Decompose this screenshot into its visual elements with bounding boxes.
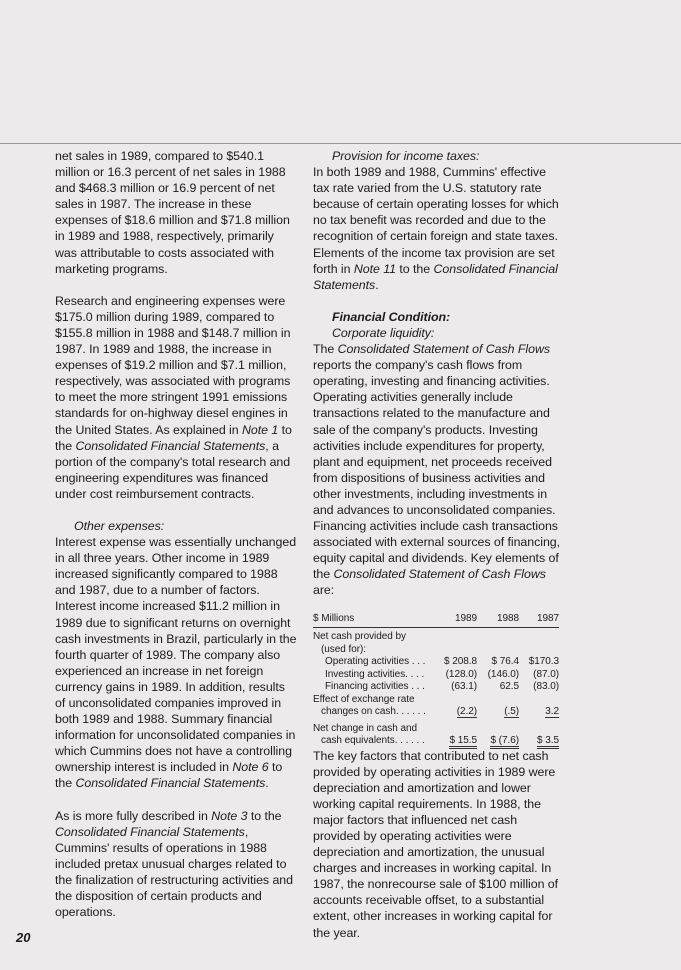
statement-reference: Consolidated Financial Statements xyxy=(75,438,266,453)
row-label: Net change in cash and xyxy=(313,722,417,734)
cell-1988: (.5) xyxy=(504,706,519,718)
paragraph-key-factors: The key factors that contributed to net cash provided by operating activities in 1989 were depreciation and amortization and lower working capital requirements. In 1988, the major factors that influenced net cash provided by operating activities were depreciation and amortization, the unusual charges and increases in working capital. In 1987, the nonrecourse sale of $100 million of accounts receivable offset, to a substantial extent, other increases in working capital for the year. xyxy=(313,748,559,940)
statement-reference: Consolidated Statement of Cash Flows xyxy=(333,567,546,582)
heading-corporate-liquidity: Corporate liquidity: xyxy=(332,325,435,340)
heading-financial-condition: Financial Condition: xyxy=(332,309,451,324)
heading-income-taxes: Provision for income taxes: xyxy=(332,149,480,163)
cell-1988: (146.0) xyxy=(487,668,519,680)
table-row xyxy=(313,669,559,682)
paragraph-unusual-charges: As is more fully described in Note 3 to the Consolidated Financial Statements, Cummins' results of operations in 1988 included pretax unusual charges related to the finalization of restructuring activities and the disposition of certain products and operations. xyxy=(55,808,293,920)
statement-reference: Consolidated Financial Statements xyxy=(55,824,245,839)
row-label: Investing activities. . . . xyxy=(325,668,425,680)
statement-reference: Consolidated Statement of Cash Flows xyxy=(337,342,550,357)
paragraph-other-expenses: Interest expense was essentially unchanged in all three years. Other income in 1989 increased significantly compared to 1988 and 1987, due to a number of factors. Interest income increased $11.2 million in 1989 due to significant returns on overnight cash investments in Brazil, particularly in the fourth quarter of 1989. The company also experienced an increase in net foreign currency gains in 1989. In addition, results of unconsolidated companies improved in both 1989 and 1988. Summary financial information for unconsolidated companies in which Cummins does not have a controlling ownership interest is included in Note 6 to the Consolidated Financial Statements. xyxy=(55,535,297,791)
table-row xyxy=(313,656,559,669)
note-reference: Note 11 xyxy=(353,261,397,276)
right-column xyxy=(313,148,561,957)
statement-reference: Consolidated Financial Statements xyxy=(75,776,266,791)
heading-other-expenses: Other expenses: xyxy=(74,518,165,533)
row-label: cash equivalents. . . . . . xyxy=(321,735,425,747)
column-header-units: $ Millions xyxy=(313,613,433,628)
note-reference: Note 3 xyxy=(211,808,248,823)
cell-1989: (63.1) xyxy=(451,681,477,693)
table-row xyxy=(313,735,559,748)
row-label: (used for): xyxy=(321,643,367,655)
left-column xyxy=(55,148,297,936)
column-header-1988: 1988 xyxy=(477,613,519,628)
paragraph-income-taxes: In both 1989 and 1988, Cummins' effective tax rate varied from the U.S. statutory rate because of certain operating losses for which no tax benefit was recorded and due to the recognition of certain foreign and state taxes. Elements of the income tax provision are set forth in Note 11 to the Consolidated Financial Statements. xyxy=(313,165,559,292)
note-reference: Note 1 xyxy=(241,422,279,437)
table-row xyxy=(313,681,559,694)
table-row xyxy=(313,723,559,736)
row-label: Effect of exchange rate xyxy=(313,693,415,705)
table-row xyxy=(313,694,559,707)
paragraph-research: Research and engineering expenses were $175.0 million during 1989, compared to $155.8 million in 1988 and $148.7 million in 1987. In 1989 and 1988, the increase in expenses of $19.2 million and $7.1 million, respectively, was associated with programs to meet the more stringent 1991 emissions standards for on-highway diesel engines in the United States. As explained in Note 1 to the Consolidated Financial Statements, a portion of the company's total research and engineering expenditures was financed under cost reimbursement contracts. xyxy=(55,293,292,501)
cell-1987: (87.0) xyxy=(533,668,559,680)
top-rule xyxy=(0,143,681,144)
row-label: Operating activities . . . xyxy=(325,656,426,668)
table-row xyxy=(313,644,559,657)
cell-1988: $ (7.6) xyxy=(490,735,519,749)
cell-1987: (83.0) xyxy=(533,681,559,693)
column-header-1989: 1989 xyxy=(433,613,477,628)
cell-1989: $ 15.5 xyxy=(449,735,477,749)
table-row xyxy=(313,628,559,644)
row-label: changes on cash. . . . . . xyxy=(321,706,426,718)
cell-1989: $ 208.8 xyxy=(443,656,477,668)
cell-1989: (128.0) xyxy=(445,668,477,680)
page-number: 20 xyxy=(16,930,31,945)
row-label: Net cash provided by xyxy=(313,631,406,643)
cell-1988: 62.5 xyxy=(499,681,519,693)
paragraph-marketing: net sales in 1989, compared to $540.1 million or 16.3 percent of net sales in 1988 and $468.3 million or 16.9 percent of net sales in 1987. The increase in these expenses of $18.6 million and $71.8 million in 1989 and 1988, respectively, primarily was attributable to costs associated with marketing programs. xyxy=(55,149,290,276)
column-header-1987: 1987 xyxy=(519,613,559,628)
row-label: Financing activities . . . xyxy=(325,681,425,693)
cell-1987: 3.2 xyxy=(545,706,559,718)
cell-1988: $ 76.4 xyxy=(491,656,519,668)
cell-1987: $170.3 xyxy=(528,656,559,668)
table-row xyxy=(313,706,559,719)
statement-reference: Consolidated Financial Statements xyxy=(313,261,558,292)
note-reference: Note 6 xyxy=(232,760,269,775)
paragraph-cash-flows: The Consolidated Statement of Cash Flows reports the company's cash flows from operating, investing and financing activities. Operating activities generally include transactions related to the manufacture and sale of the company's products. Investing activities include expenditures for property, plant and equipment, net proceeds received from dispositions of business activities and other investments, including investments in and advances to unconsolidated companies. Financing activities include cash transactions associated with external sources of financing, equity capital and dividends. Key elements of the Consolidated Statement of Cash Flows are: xyxy=(313,342,561,598)
cell-1989: (2.2) xyxy=(456,706,477,718)
cell-1987: $ 3.5 xyxy=(537,735,559,749)
table-header-row xyxy=(313,613,559,628)
cash-flow-table xyxy=(313,613,559,748)
